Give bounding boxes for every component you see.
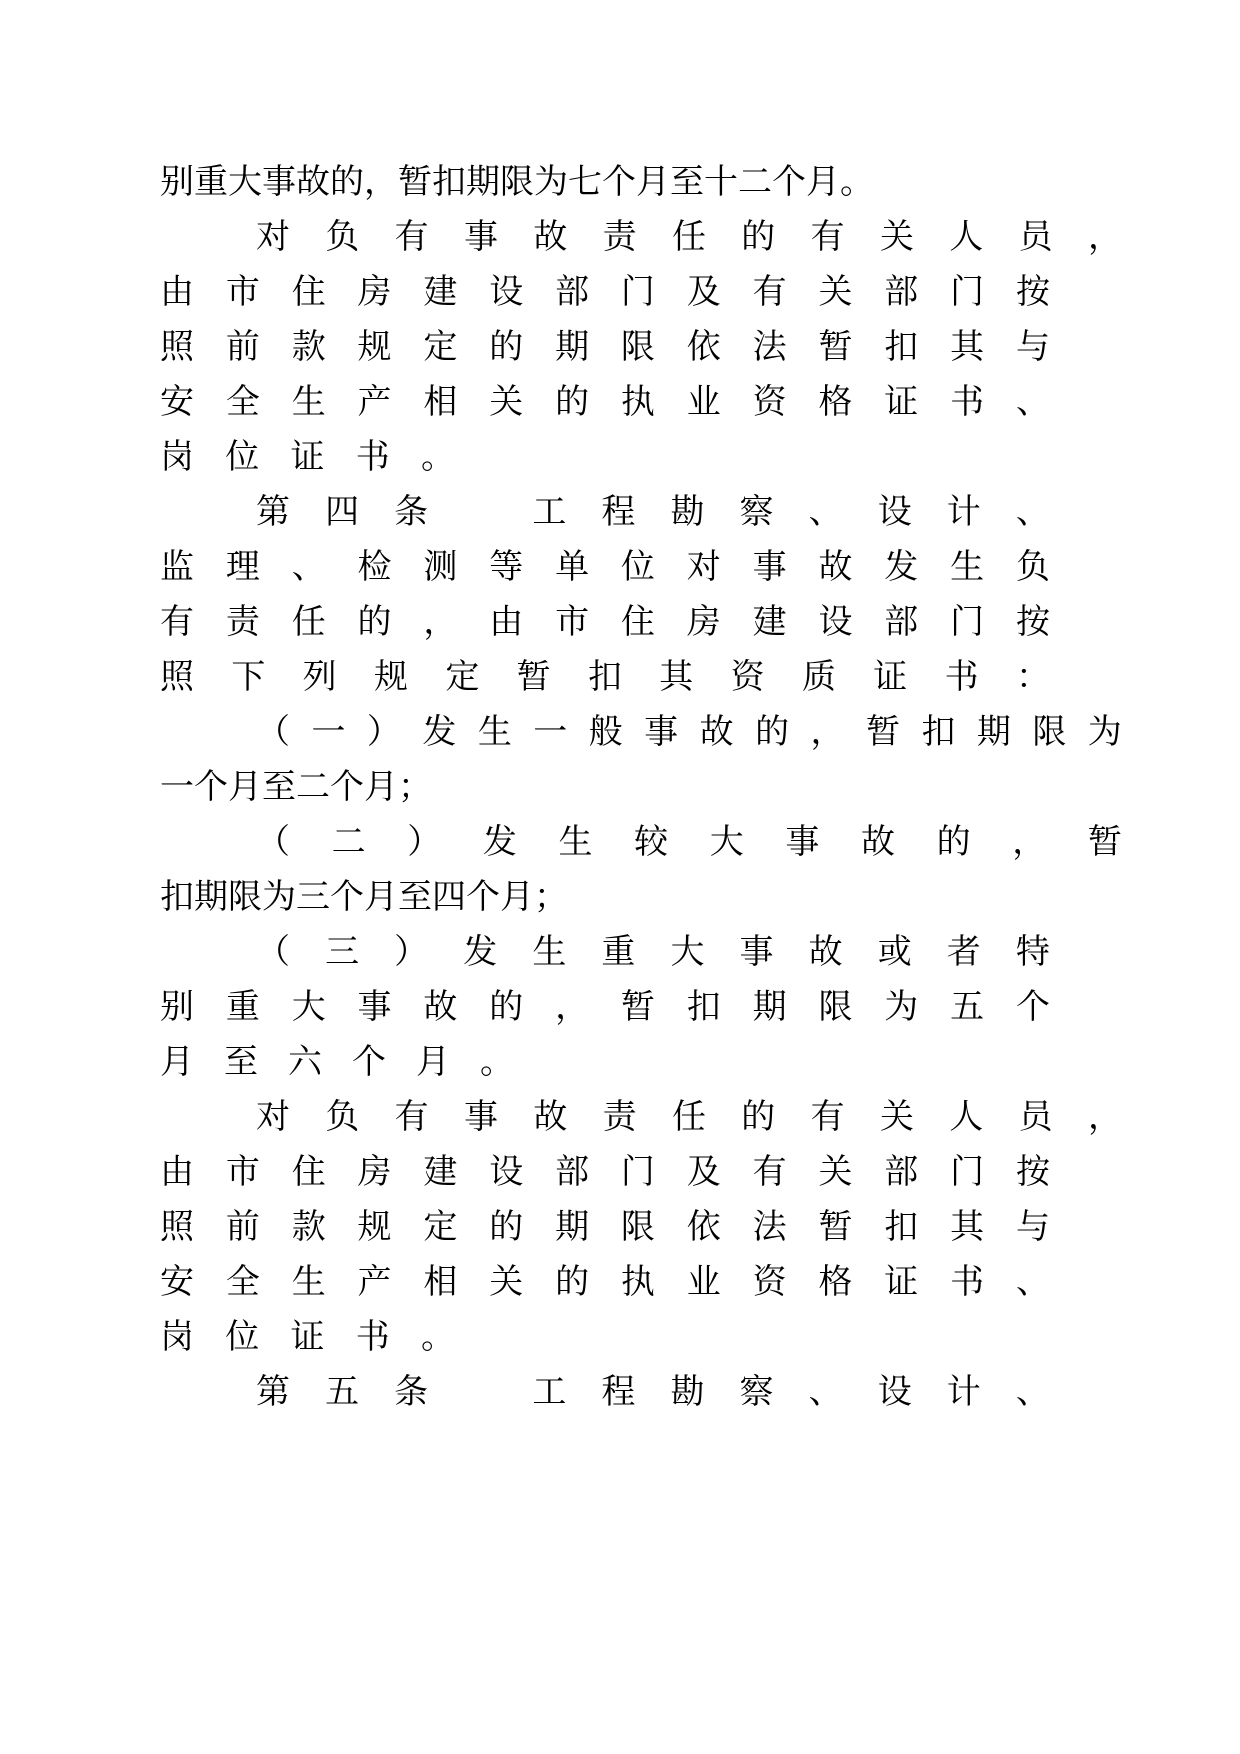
glyph: 建	[423, 1152, 458, 1192]
glyph: 者	[946, 932, 981, 972]
glyph: 法	[752, 1207, 787, 1247]
glyph: 依	[686, 1207, 721, 1247]
glyph: 事	[739, 932, 774, 972]
glyph: 书	[944, 657, 979, 697]
glyph: 规	[357, 327, 392, 367]
glyph: 产	[357, 1262, 392, 1302]
glyph: 证	[290, 437, 325, 477]
glyph: 任	[671, 217, 706, 257]
glyph: 大	[709, 822, 744, 862]
text-line: 扣期限为三个月至四个月；	[160, 877, 568, 917]
glyph: 有	[752, 1152, 787, 1192]
glyph: 有	[394, 217, 429, 257]
glyph: 责	[225, 602, 260, 642]
glyph: 全	[225, 1262, 260, 1302]
glyph: 监	[160, 547, 194, 587]
glyph: 月	[160, 1042, 194, 1082]
glyph: 部	[555, 272, 590, 312]
glyph: 按	[1015, 1152, 1050, 1192]
glyph: 扣	[587, 657, 622, 697]
glyph: 重	[601, 932, 636, 972]
glyph: 。	[421, 437, 455, 477]
glyph: 发	[422, 712, 457, 752]
glyph: 勘	[670, 492, 705, 532]
glyph: 对	[686, 547, 721, 587]
text-line	[160, 1370, 1050, 1414]
glyph: 门	[620, 1152, 655, 1192]
glyph: ）	[394, 932, 429, 972]
glyph: 般	[588, 712, 623, 752]
glyph: ，	[555, 987, 590, 1027]
glyph: 门	[950, 1152, 985, 1192]
glyph: 岗	[160, 1317, 194, 1357]
glyph: 证	[873, 657, 908, 697]
glyph	[463, 1370, 497, 1414]
glyph: 房	[357, 1152, 392, 1192]
glyph: 、	[1015, 1372, 1050, 1412]
glyph: 条	[394, 492, 429, 532]
glyph: 列	[302, 657, 337, 697]
glyph: 安	[160, 1262, 194, 1302]
glyph: 故	[699, 712, 734, 752]
glyph: 至	[224, 1042, 258, 1082]
glyph: 限	[620, 327, 655, 367]
glyph: 生	[532, 932, 567, 972]
glyph: 书	[355, 437, 390, 477]
glyph: ）	[366, 712, 401, 752]
glyph	[463, 490, 497, 534]
text-line	[160, 600, 1050, 644]
glyph: 期	[555, 1207, 590, 1247]
glyph: 期	[976, 712, 1011, 752]
text-line	[160, 655, 1050, 699]
glyph: 故	[818, 547, 853, 587]
glyph: 的	[936, 822, 971, 862]
glyph: 住	[620, 602, 655, 642]
text-line	[160, 1205, 1050, 1249]
glyph: 事	[785, 822, 820, 862]
glyph: 等	[489, 547, 524, 587]
glyph: 门	[950, 602, 985, 642]
glyph: 市	[555, 602, 590, 642]
glyph: 定	[423, 327, 458, 367]
glyph: 计	[946, 1372, 981, 1412]
glyph: 、	[1015, 1262, 1050, 1302]
glyph: 大	[670, 932, 705, 972]
glyph: 特	[1015, 932, 1050, 972]
glyph: 按	[1015, 272, 1050, 312]
glyph: 定	[445, 657, 480, 697]
glyph: 相	[423, 1262, 458, 1302]
glyph: 扣	[686, 987, 721, 1027]
glyph: 的	[489, 327, 524, 367]
glyph: 五	[325, 1372, 360, 1412]
glyph: 证	[884, 382, 919, 422]
glyph: 程	[601, 1372, 636, 1412]
glyph: 设	[877, 492, 912, 532]
glyph: 六	[288, 1042, 322, 1082]
glyph: 。	[480, 1042, 514, 1082]
glyph: 个	[1015, 987, 1050, 1027]
glyph: 规	[357, 1207, 392, 1247]
glyph: 位	[225, 1317, 260, 1357]
glyph: 负	[325, 217, 360, 257]
glyph: 书	[355, 1317, 390, 1357]
glyph: 的	[741, 1097, 776, 1137]
glyph: 质	[801, 657, 836, 697]
glyph: 格	[818, 382, 853, 422]
glyph: 照	[160, 657, 194, 697]
text-line: 一个月至二个月；	[160, 767, 432, 807]
glyph: 发	[463, 932, 498, 972]
text-line	[160, 325, 1050, 369]
glyph: 相	[423, 382, 458, 422]
glyph: （	[256, 822, 290, 862]
glyph: 暂	[818, 327, 853, 367]
glyph: 关	[879, 217, 914, 257]
glyph: 生	[291, 382, 326, 422]
glyph: 或	[877, 932, 912, 972]
glyph: 条	[394, 1372, 429, 1412]
glyph: 与	[1015, 1207, 1050, 1247]
glyph: 大	[291, 987, 326, 1027]
glyph: ：	[1015, 657, 1050, 697]
glyph: 有	[810, 1097, 845, 1137]
glyph: 有	[160, 602, 194, 642]
text-line	[160, 1095, 1122, 1139]
glyph: 全	[225, 382, 260, 422]
glyph: 有	[810, 217, 845, 257]
glyph: 程	[601, 492, 636, 532]
glyph: 书	[950, 1262, 985, 1302]
glyph: 一	[533, 712, 568, 752]
glyph: 市	[225, 1152, 260, 1192]
glyph: 款	[291, 327, 326, 367]
glyph: 任	[671, 1097, 706, 1137]
text-line	[160, 545, 1050, 589]
glyph: 对	[256, 217, 290, 257]
glyph: 事	[463, 1097, 498, 1137]
glyph: 其	[950, 327, 985, 367]
glyph: 测	[423, 547, 458, 587]
glyph: 期	[555, 327, 590, 367]
glyph: 第	[256, 1372, 290, 1412]
glyph: 工	[532, 1372, 567, 1412]
glyph: 察	[739, 1372, 774, 1412]
glyph: 业	[686, 1262, 721, 1302]
glyph: 法	[752, 327, 787, 367]
glyph: 限	[1032, 712, 1067, 752]
glyph: 事	[644, 712, 679, 752]
glyph: 由	[489, 602, 524, 642]
glyph: 负	[325, 1097, 360, 1137]
glyph: （	[256, 712, 290, 752]
glyph: 暂	[865, 712, 900, 752]
glyph: 生	[291, 1262, 326, 1302]
text-line	[160, 930, 1050, 974]
glyph: 扣	[884, 1207, 919, 1247]
glyph: 故	[423, 987, 458, 1027]
glyph: 为	[884, 987, 919, 1027]
glyph: 个	[352, 1042, 386, 1082]
glyph: 事	[463, 217, 498, 257]
glyph: 暂	[1087, 822, 1122, 862]
glyph: 。	[421, 1317, 455, 1357]
glyph: 察	[739, 492, 774, 532]
glyph: 生	[558, 822, 593, 862]
glyph: 的	[555, 1262, 590, 1302]
text-line	[160, 1260, 1050, 1304]
text-line	[160, 710, 1122, 754]
glyph: 人	[949, 217, 984, 257]
glyph: 的	[741, 217, 776, 257]
glyph: 有	[752, 272, 787, 312]
glyph: 的	[357, 602, 392, 642]
glyph: 暂	[516, 657, 551, 697]
glyph: 规	[373, 657, 408, 697]
glyph: 部	[555, 1152, 590, 1192]
text-line	[160, 490, 1050, 534]
glyph: 别	[160, 987, 194, 1027]
text-line	[160, 270, 1050, 314]
text-line: 别重大事故的，暂扣期限为七个月至十二个月。	[160, 162, 874, 202]
glyph: 房	[357, 272, 392, 312]
text-line	[160, 1315, 455, 1359]
glyph: 其	[659, 657, 694, 697]
glyph: 位	[225, 437, 260, 477]
glyph: 执	[620, 382, 655, 422]
glyph: 门	[950, 272, 985, 312]
glyph: 、	[1015, 382, 1050, 422]
glyph: ，	[810, 712, 845, 752]
glyph: 四	[325, 492, 360, 532]
glyph: 按	[1015, 602, 1050, 642]
glyph: 证	[290, 1317, 325, 1357]
glyph: 关	[818, 1152, 853, 1192]
glyph: 人	[949, 1097, 984, 1137]
glyph: 、	[808, 1372, 843, 1412]
glyph: 二	[331, 822, 366, 862]
glyph: 发	[884, 547, 919, 587]
glyph: 扣	[921, 712, 956, 752]
glyph: 、	[808, 492, 843, 532]
glyph: 安	[160, 382, 194, 422]
glyph: 房	[686, 602, 721, 642]
glyph: 理	[225, 547, 260, 587]
glyph: 由	[160, 1152, 194, 1192]
glyph: 关	[879, 1097, 914, 1137]
glyph: 关	[818, 272, 853, 312]
glyph: 月	[416, 1042, 450, 1082]
glyph: 对	[256, 1097, 290, 1137]
glyph: 的	[755, 712, 790, 752]
text-line	[160, 820, 1122, 864]
glyph: （	[256, 932, 290, 972]
glyph: 格	[818, 1262, 853, 1302]
glyph: 下	[231, 657, 266, 697]
glyph: 事	[357, 987, 392, 1027]
text-line	[160, 435, 455, 479]
glyph: 住	[291, 272, 326, 312]
glyph: 五	[950, 987, 985, 1027]
glyph: 部	[884, 602, 919, 642]
glyph: 关	[489, 1262, 524, 1302]
glyph: 、	[291, 547, 326, 587]
glyph: 检	[357, 547, 392, 587]
glyph: ）	[407, 822, 442, 862]
glyph: 执	[620, 1262, 655, 1302]
glyph: 部	[884, 1152, 919, 1192]
glyph: 勘	[670, 1372, 705, 1412]
glyph: 故	[808, 932, 843, 972]
glyph: 故	[533, 217, 568, 257]
glyph: 扣	[884, 327, 919, 367]
glyph: 设	[489, 1152, 524, 1192]
text-line	[160, 1040, 514, 1084]
glyph: 责	[602, 217, 637, 257]
glyph: 关	[489, 382, 524, 422]
glyph: ，	[423, 602, 458, 642]
glyph: 资	[730, 657, 765, 697]
glyph: 负	[1015, 547, 1050, 587]
text-line	[160, 1150, 1050, 1194]
glyph: 为	[1087, 712, 1122, 752]
glyph: 有	[394, 1097, 429, 1137]
text-line	[160, 380, 1050, 424]
glyph: 设	[818, 602, 853, 642]
glyph: 单	[555, 547, 590, 587]
text-line	[160, 985, 1050, 1029]
glyph: 设	[877, 1372, 912, 1412]
glyph: 重	[225, 987, 260, 1027]
glyph: 依	[686, 327, 721, 367]
glyph: 业	[686, 382, 721, 422]
glyph: 生	[477, 712, 512, 752]
glyph: 一	[311, 712, 346, 752]
glyph: 计	[946, 492, 981, 532]
glyph: ，	[1087, 217, 1122, 257]
glyph: ，	[1012, 822, 1047, 862]
glyph: 与	[1015, 327, 1050, 367]
glyph: 、	[1015, 492, 1050, 532]
glyph: 限	[620, 1207, 655, 1247]
glyph: 任	[291, 602, 326, 642]
glyph: 定	[423, 1207, 458, 1247]
glyph: 部	[884, 272, 919, 312]
glyph: 设	[489, 272, 524, 312]
glyph: 及	[686, 1152, 721, 1192]
glyph: 前	[225, 327, 260, 367]
glyph: 员	[1018, 217, 1053, 257]
glyph: 第	[256, 492, 290, 532]
glyph: 责	[602, 1097, 637, 1137]
glyph: 建	[423, 272, 458, 312]
text-line	[160, 215, 1122, 259]
glyph: 住	[291, 1152, 326, 1192]
glyph: 限	[818, 987, 853, 1027]
glyph: 三	[325, 932, 360, 972]
glyph: 产	[357, 382, 392, 422]
glyph: 故	[861, 822, 895, 862]
glyph: 的	[555, 382, 590, 422]
glyph: 市	[225, 272, 260, 312]
glyph: 及	[686, 272, 721, 312]
glyph: 门	[620, 272, 655, 312]
glyph: 生	[950, 547, 985, 587]
glyph: 证	[884, 1262, 919, 1302]
glyph: 建	[752, 602, 787, 642]
glyph: 其	[950, 1207, 985, 1247]
glyph: 位	[620, 547, 655, 587]
glyph: 前	[225, 1207, 260, 1247]
glyph: 岗	[160, 437, 194, 477]
glyph: 书	[950, 382, 985, 422]
glyph: 资	[752, 382, 787, 422]
glyph: 期	[752, 987, 787, 1027]
glyph: 的	[489, 1207, 524, 1247]
glyph: 事	[752, 547, 787, 587]
glyph: 较	[634, 822, 669, 862]
glyph: 暂	[620, 987, 655, 1027]
glyph: 工	[532, 492, 567, 532]
glyph: 由	[160, 272, 194, 312]
glyph: 的	[489, 987, 524, 1027]
glyph: 暂	[818, 1207, 853, 1247]
glyph: 资	[752, 1262, 787, 1302]
glyph: 员	[1018, 1097, 1053, 1137]
glyph: 照	[160, 327, 194, 367]
glyph: 款	[291, 1207, 326, 1247]
glyph: 故	[533, 1097, 568, 1137]
glyph: 照	[160, 1207, 194, 1247]
glyph: ，	[1087, 1097, 1122, 1137]
glyph: 发	[482, 822, 517, 862]
